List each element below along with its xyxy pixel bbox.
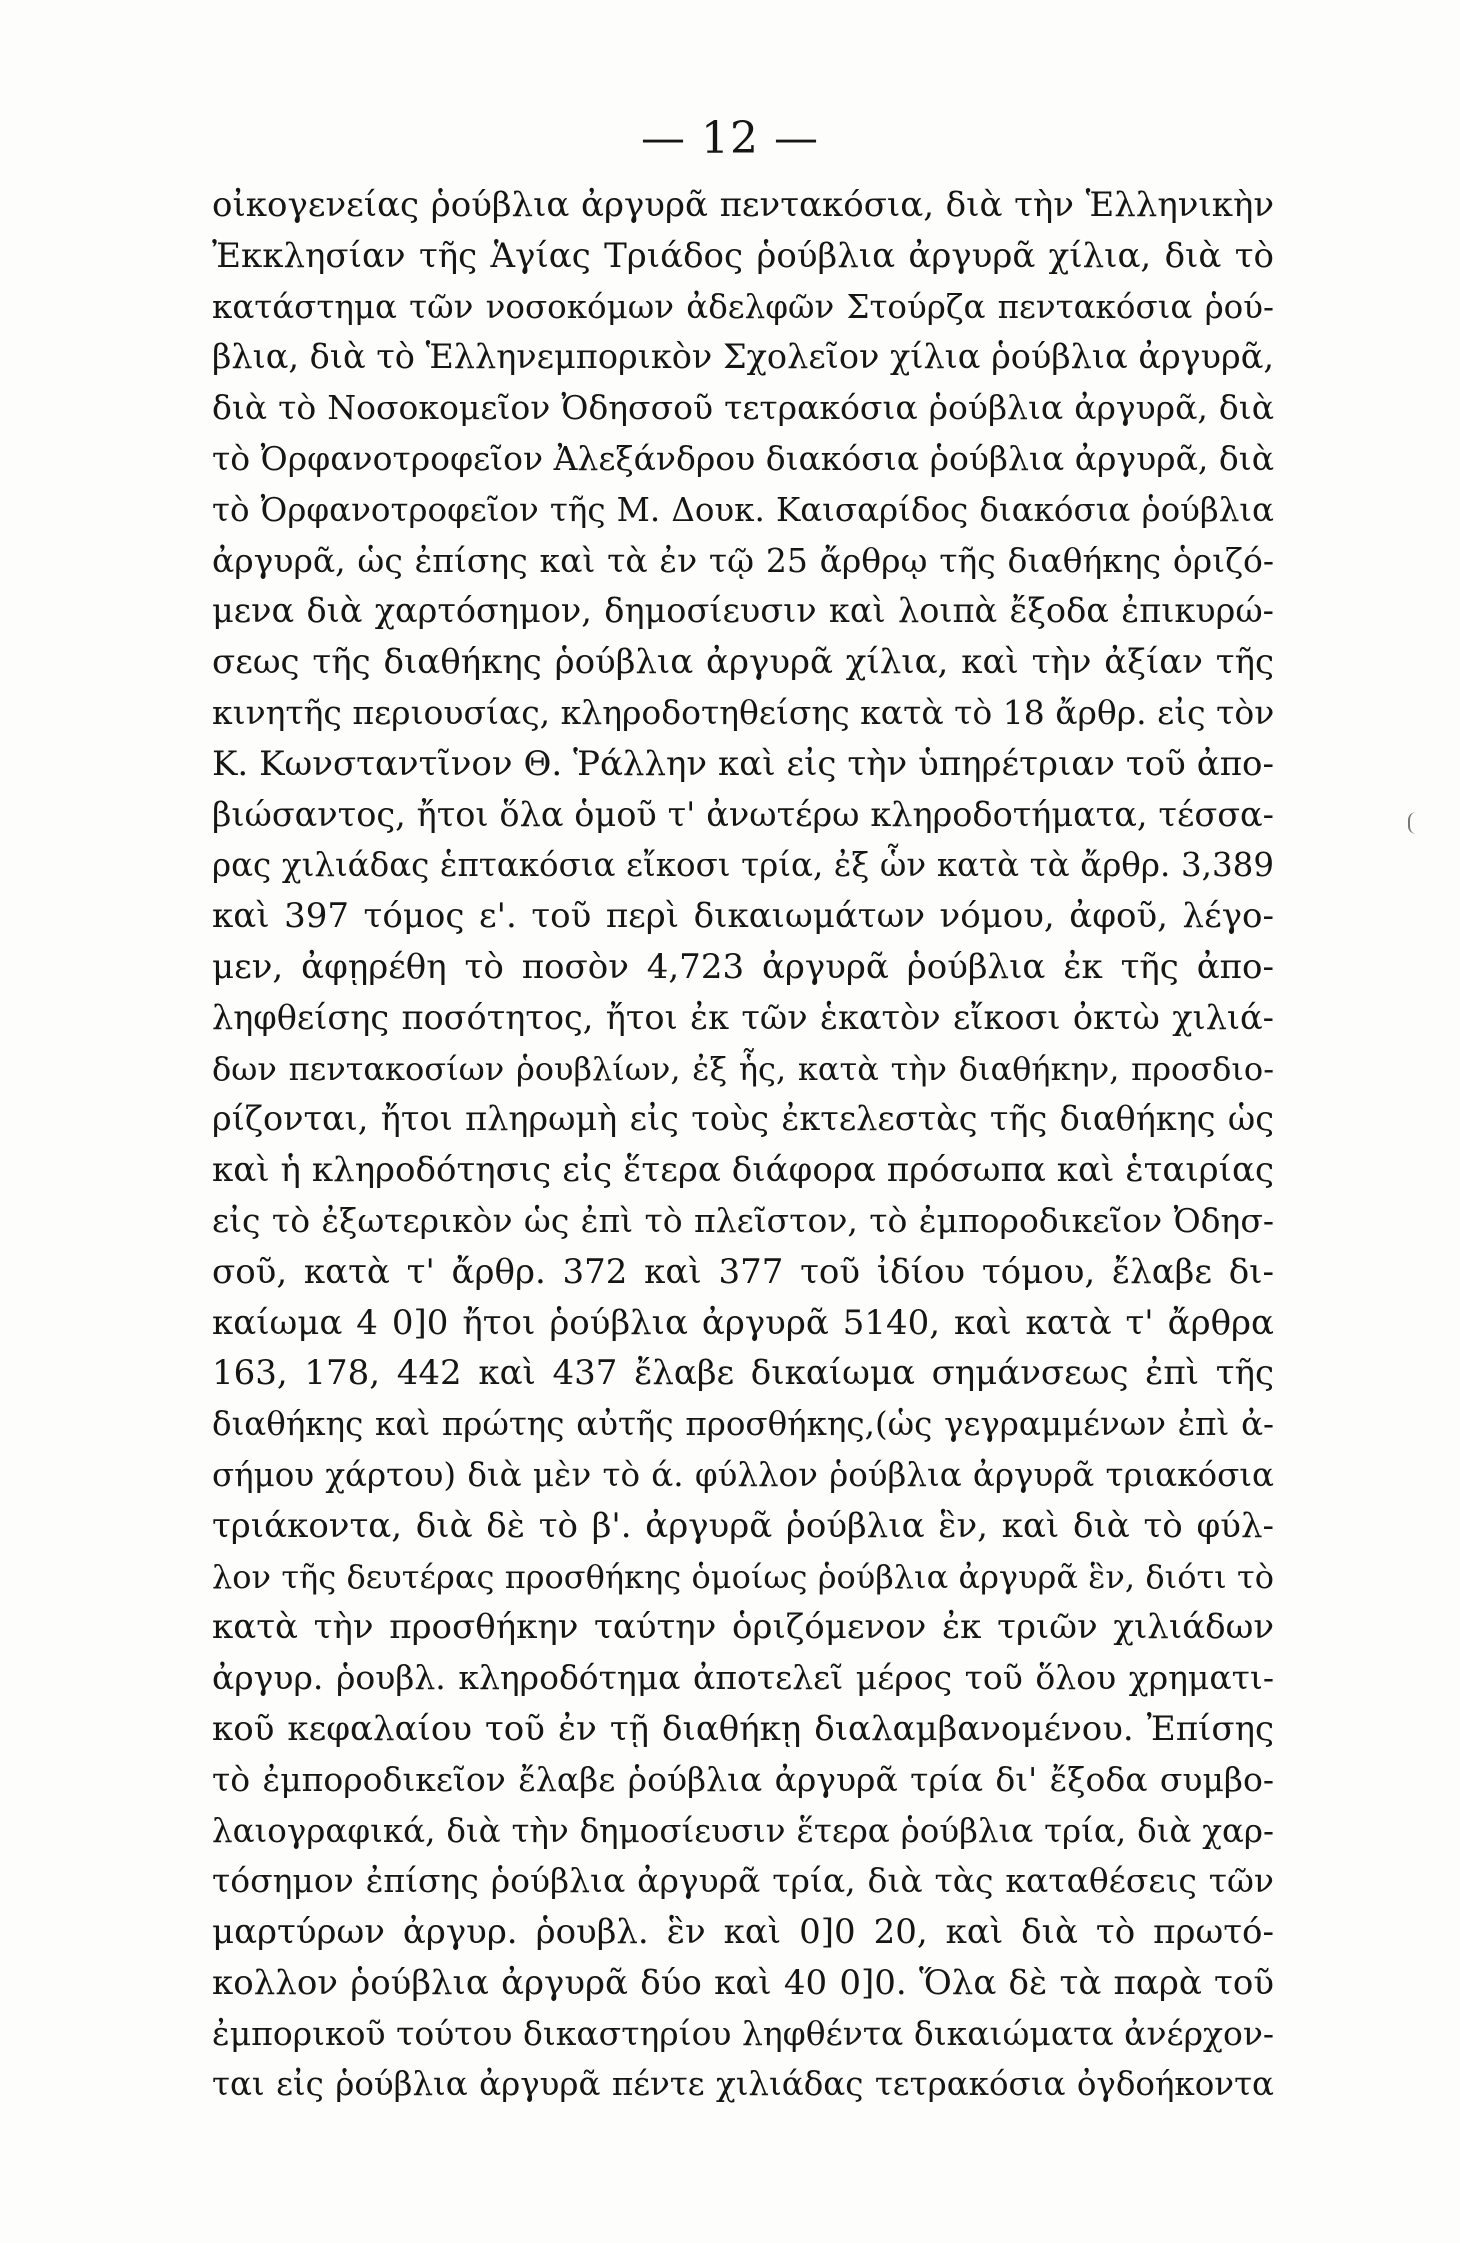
text-line: τόσημον ἐπίσης ῥούβλια ἀργυρᾶ τρία, διὰ τὰς καταθέσεις τῶν bbox=[212, 1861, 1274, 1901]
text-line: διὰ τὸ Νοσοκομεῖον Ὀδησσοῦ τετρακόσια ῥούβλια ἀργυρᾶ, διὰ bbox=[212, 388, 1274, 428]
text-line: ἀργυρᾶ, ὡς ἐπίσης καὶ τὰ ἐν τῷ 25 ἄρθρῳ τῆς διαθήκης ὁριζό- bbox=[212, 540, 1274, 580]
text-line: εἰς τὸ ἐξωτερικὸν ὡς ἐπὶ τὸ πλεῖστον, τὸ ἐμποροδικεῖον Ὀδησ- bbox=[212, 1200, 1274, 1240]
text-line: διαθήκης καὶ πρώτης αὐτῆς προσθήκης,(ὡς γεγραμμένων ἐπὶ ἀ- bbox=[212, 1405, 1274, 1444]
text-line: τὸ Ὀρφανοτροφεῖον τῆς Μ. Δουκ. Καισαρίδος διακόσια ῥούβλια bbox=[212, 490, 1274, 529]
text-line: κοῦ κεφαλαίου τοῦ ἐν τῇ διαθήκῃ διαλαμβανομένου. Ἐπίσης bbox=[212, 1708, 1274, 1749]
page-number: — 12 — bbox=[641, 113, 819, 164]
text-line: κατάστημα τῶν νοσοκόμων ἀδελφῶν Στούρζα πεντακόσια ῥού- bbox=[212, 287, 1274, 326]
text-line: μενα διὰ χαρτόσημον, δημοσίευσιν καὶ λοιπὰ ἔξοδα ἐπικυρώ- bbox=[212, 591, 1274, 631]
text-line: μαρτύρων ἀργυρ. ῥουβλ. ἓν καὶ 0]0 20, καὶ διὰ τὸ πρωτό- bbox=[212, 1912, 1274, 1953]
text-line: ἀργυρ. ῥουβλ. κληροδότημα ἀποτελεῖ μέρος τοῦ ὅλου χρηματι- bbox=[212, 1658, 1274, 1698]
text-line: λαιογραφικά, διὰ τὴν δημοσίευσιν ἕτερα ῥούβλια τρία, διὰ χαρ- bbox=[212, 1811, 1274, 1850]
text-line: βλια, διὰ τὸ Ἑλληνεμπορικὸν Σχολεῖον χίλια ῥούβλια ἀργυρᾶ, bbox=[212, 337, 1274, 377]
text-line: ρας χιλιάδας ἑπτακόσια εἴκοσι τρία, ἐξ ὧν κατὰ τὰ ἄρθρ. 3,389 bbox=[212, 846, 1274, 885]
text-line: σεως τῆς διαθήκης ῥούβλια ἀργυρᾶ χίλια, καὶ τὴν ἀξίαν τῆς bbox=[212, 642, 1274, 683]
text-line: βιώσαντος, ἤτοι ὅλα ὁμοῦ τ' ἀνωτέρω κληροδοτήματα, τέσσα- bbox=[212, 794, 1274, 834]
text-line: δων πεντακοσίων ῥουβλίων, ἐξ ἧς, κατὰ τὴν διαθήκην, προσδιο- bbox=[212, 1049, 1274, 1088]
text-line: σοῦ, κατὰ τ' ἄρθρ. 372 καὶ 377 τοῦ ἰδίου τόμου, ἔλαβε δι- bbox=[212, 1251, 1274, 1292]
text-line: τὸ ἐμποροδικεῖον ἔλαβε ῥούβλια ἀργυρᾶ τρία δι' ἔξοδα συμβο- bbox=[212, 1759, 1274, 1799]
text-line: καίωμα 4 0]0 ἤτοι ῥούβλια ἀργυρᾶ 5140, καὶ κατὰ τ' ἄρθρα bbox=[212, 1302, 1274, 1343]
text-line: ληφθείσης ποσότητος, ἤτοι ἐκ τῶν ἑκατὸν εἴκοσι ὀκτὼ χιλιά- bbox=[212, 997, 1274, 1037]
text-line: καὶ ἡ κληροδότησις εἰς ἕτερα διάφορα πρόσωπα καὶ ἑταιρίας bbox=[212, 1150, 1274, 1191]
text-line: ρίζονται, ἤτοι πληρωμὴ εἰς τοὺς ἐκτελεστὰς τῆς διαθήκης ὡς bbox=[212, 1099, 1274, 1139]
text-line: 163, 178, 442 καὶ 437 ἔλαβε δικαίωμα σημάνσεως ἐπὶ τῆς bbox=[212, 1353, 1274, 1394]
text-line: καὶ 397 τόμος ε'. τοῦ περὶ δικαιωμάτων νόμου, ἀφοῦ, λέγο- bbox=[212, 896, 1274, 937]
body-text bbox=[212, 180, 1274, 2110]
text-line: μεν, ἀφῃρέθη τὸ ποσὸν 4,723 ἀργυρᾶ ῥούβλια ἐκ τῆς ἀπο- bbox=[212, 946, 1274, 987]
text-line: κατὰ τὴν προσθήκην ταύτην ὁριζόμενον ἐκ τριῶν χιλιάδων bbox=[212, 1607, 1274, 1648]
text-line: κολλον ῥούβλια ἀργυρᾶ δύο καὶ 40 0]0. Ὅλα δὲ τὰ παρὰ τοῦ bbox=[212, 1962, 1274, 2003]
text-line: Ἐκκλησίαν τῆς Ἁγίας Τριάδος ῥούβλια ἀργυρᾶ χίλια, διὰ τὸ bbox=[212, 235, 1274, 276]
text-line: ται εἰς ῥούβλια ἀργυρᾶ πέντε χιλιάδας τετρακόσια ὀγδοήκοντα bbox=[212, 2065, 1274, 2104]
text-line: σήμου χάρτου) διὰ μὲν τὸ ά. φύλλον ῥούβλια ἀργυρᾶ τριακόσια bbox=[212, 1455, 1274, 1494]
text-line: Κ. Κωνσταντῖνον Θ. Ῥάλλην καὶ εἰς τὴν ὑπηρέτριαν τοῦ ἀπο- bbox=[212, 743, 1274, 784]
text-line: ἐμπορικοῦ τούτου δικαστηρίου ληφθέντα δικαιώματα ἀνέρχον- bbox=[212, 2013, 1274, 2053]
margin-mark bbox=[1408, 812, 1420, 834]
text-line: τριάκοντα, διὰ δὲ τὸ β'. ἀργυρᾶ ῥούβλια ἓν, καὶ διὰ τὸ φύλ- bbox=[212, 1505, 1274, 1546]
text-line: οἰκογενείας ῥούβλια ἀργυρᾶ πεντακόσια, διὰ τὴν Ἑλληνικὴν bbox=[212, 185, 1274, 225]
text-line: κινητῆς περιουσίας, κληροδοτηθείσης κατὰ τὸ 18 ἄρθρ. εἰς τὸν bbox=[212, 692, 1274, 732]
text-line: λον τῆς δευτέρας προσθήκης ὁμοίως ῥούβλια ἀργυρᾶ ἓν, διότι τὸ bbox=[212, 1557, 1274, 1596]
text-line: τὸ Ὀρφανοτροφεῖον Ἀλεξάνδρου διακόσια ῥούβλια ἀργυρᾶ, διὰ bbox=[212, 438, 1274, 478]
